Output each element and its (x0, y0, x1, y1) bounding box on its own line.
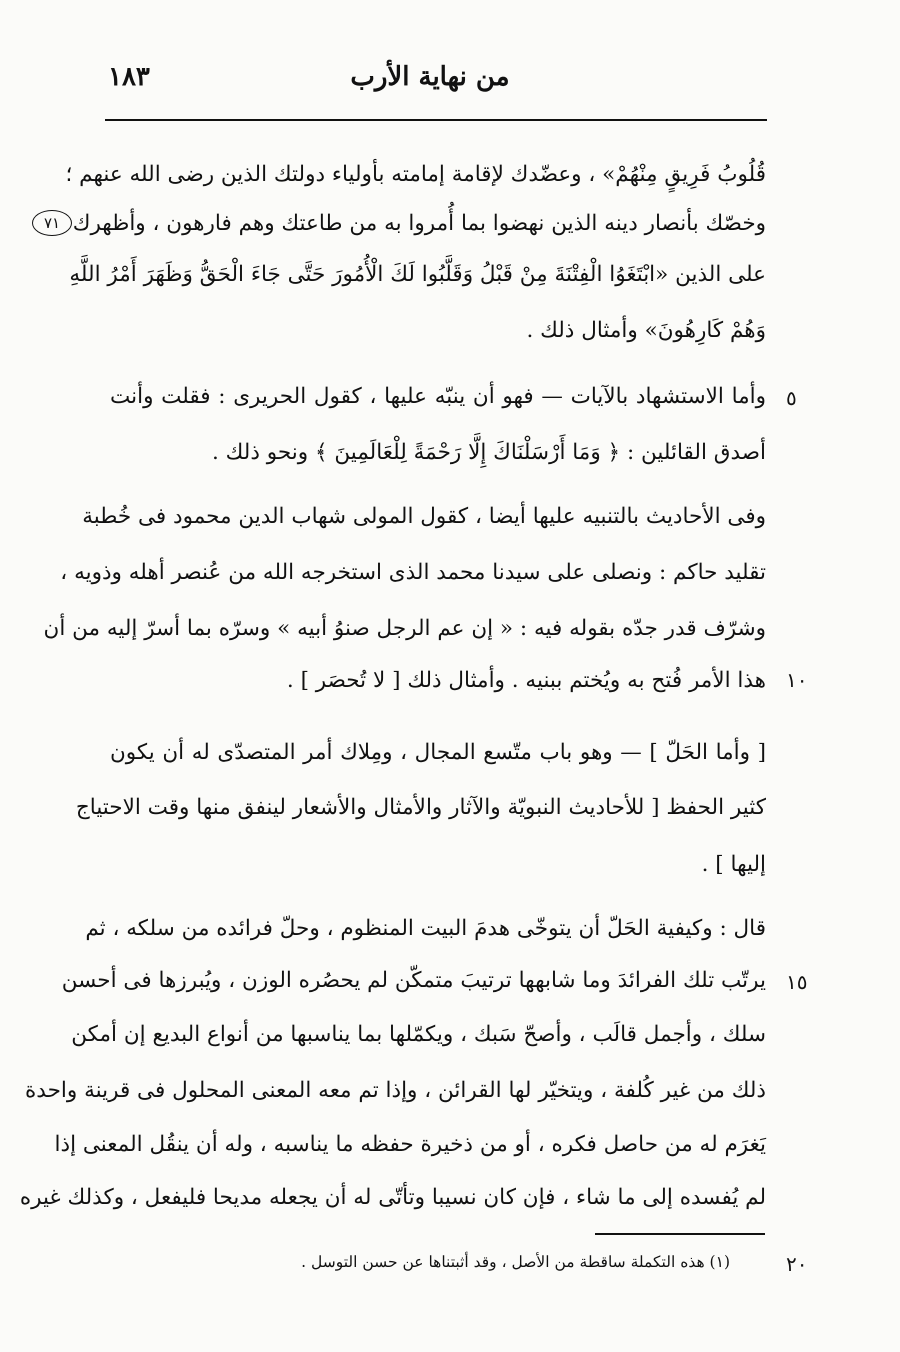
text-line: وفى الأحاديث بالتنبيه عليها أيضا ، كقول المولى شهاب الدين محمود فى خُطبة (82, 504, 766, 529)
text-line: يَغرَم له من حاصل فكره ، أو من ذخيرة حفظه ما يناسبه ، وله أن ينقُل المعنى إذا (54, 1132, 766, 1157)
text-line: أصدق القائلين : ﴿ وَمَا أَرْسَلْنَاكَ إِلَّا رَحْمَةً لِلْعَالَمِينَ ﴾ ونحو ذلك . (212, 440, 766, 465)
marginal-page-reference: ٧١ (32, 210, 72, 236)
line-number-5: ٥ (786, 386, 797, 410)
text-line: تقليد حاكم : ونصلى على سيدنا محمد الذى استخرجه الله من عُنصر أهله وذويه ، (60, 560, 766, 585)
text-line: وخصّك بأنصار دينه الذين نهضوا بما أُمروا به من طاعتك وهم فارهون ، وأظهرك (72, 211, 766, 236)
text-line: قُلُوبُ فَرِيقٍ مِنْهُمْ» ، وعضّدك لإقامة إمامته بأولياء دولتك الذين رضى الله عنهم ؛ (65, 162, 766, 187)
text-line: كثير الحفظ [ للأحاديث النبويّة والآثار والأمثال والأشعار لينفق منها وقت الاحتياج (75, 795, 766, 820)
text-line: وشرّف قدر جدّه بقوله فيه : « إن عم الرجل صنوُ أبيه » وسرّه بما أسرّ إليه من أن (43, 616, 766, 641)
footnote: (١) هذه التكملة ساقطة من الأصل ، وقد أثبتناها عن حسن التوسل . (301, 1253, 730, 1271)
text-line: ذلك من غير كُلفة ، ويتخيّر لها القرائن ، وإذا تم معه المعنى المحلول فى قرينة واحدة (25, 1078, 766, 1103)
text-line: قال : وكيفية الحَلّ أن يتوخّى هدمَ البيت المنظوم ، وحلّ فرائده من سلكه ، ثم (85, 916, 766, 941)
line-number-10: ١٠ (786, 668, 808, 692)
text-line: وَهُمْ كَارِهُونَ» وأمثال ذلك . (526, 318, 766, 343)
text-line: يرتّب تلك الفرائدَ وما شابهها ترتيبَ متمكّن لم يحصُره الوزن ، ويُبرزها فى أحسن (61, 968, 766, 993)
footnote-rule (595, 1233, 765, 1235)
text-line: لم يُفسده إلى ما شاء ، فإن كان نسيبا وتأتّى له أن يجعله مديحا فليفعل ، وكذلك غيره (19, 1185, 766, 1210)
page-number: ١٨٣ (108, 62, 150, 92)
line-number-15: ١٥ (786, 970, 808, 994)
header-rule (105, 119, 767, 121)
text-line: على الذين «ابْتَغَوُا الْفِتْنَةَ مِنْ قَبْلُ وَقَلَّبُوا لَكَ الْأُمُورَ حَتَّى جَاءَ الْحَقُّ وَظَهَرَ أَمْرُ اللَّهِ (69, 262, 766, 287)
line-number-20: ٢٠ (786, 1252, 808, 1276)
text-line: [ وأما الحَلّ ] — وهو باب متّسع المجال ، ومِلاك أمر المتصدّى له أن يكون (110, 740, 766, 765)
running-title: من نهاية الأرب (350, 62, 510, 92)
text-line: وأما الاستشهاد بالآيات — فهو أن ينبّه عليها ، كقول الحريرى : فقلت وأنت (110, 384, 766, 409)
text-line: إليها ] . (701, 852, 766, 877)
text-line: هذا الأمر فُتح به ويُختم ببنيه . وأمثال ذلك [ لا تُحصَر ] . (286, 668, 766, 693)
text-line: سلك ، وأجمل قالَب ، وأصحّ سَبك ، ويكمّلها بما يناسبها من أنواع البديع إن أمكن (71, 1022, 766, 1047)
